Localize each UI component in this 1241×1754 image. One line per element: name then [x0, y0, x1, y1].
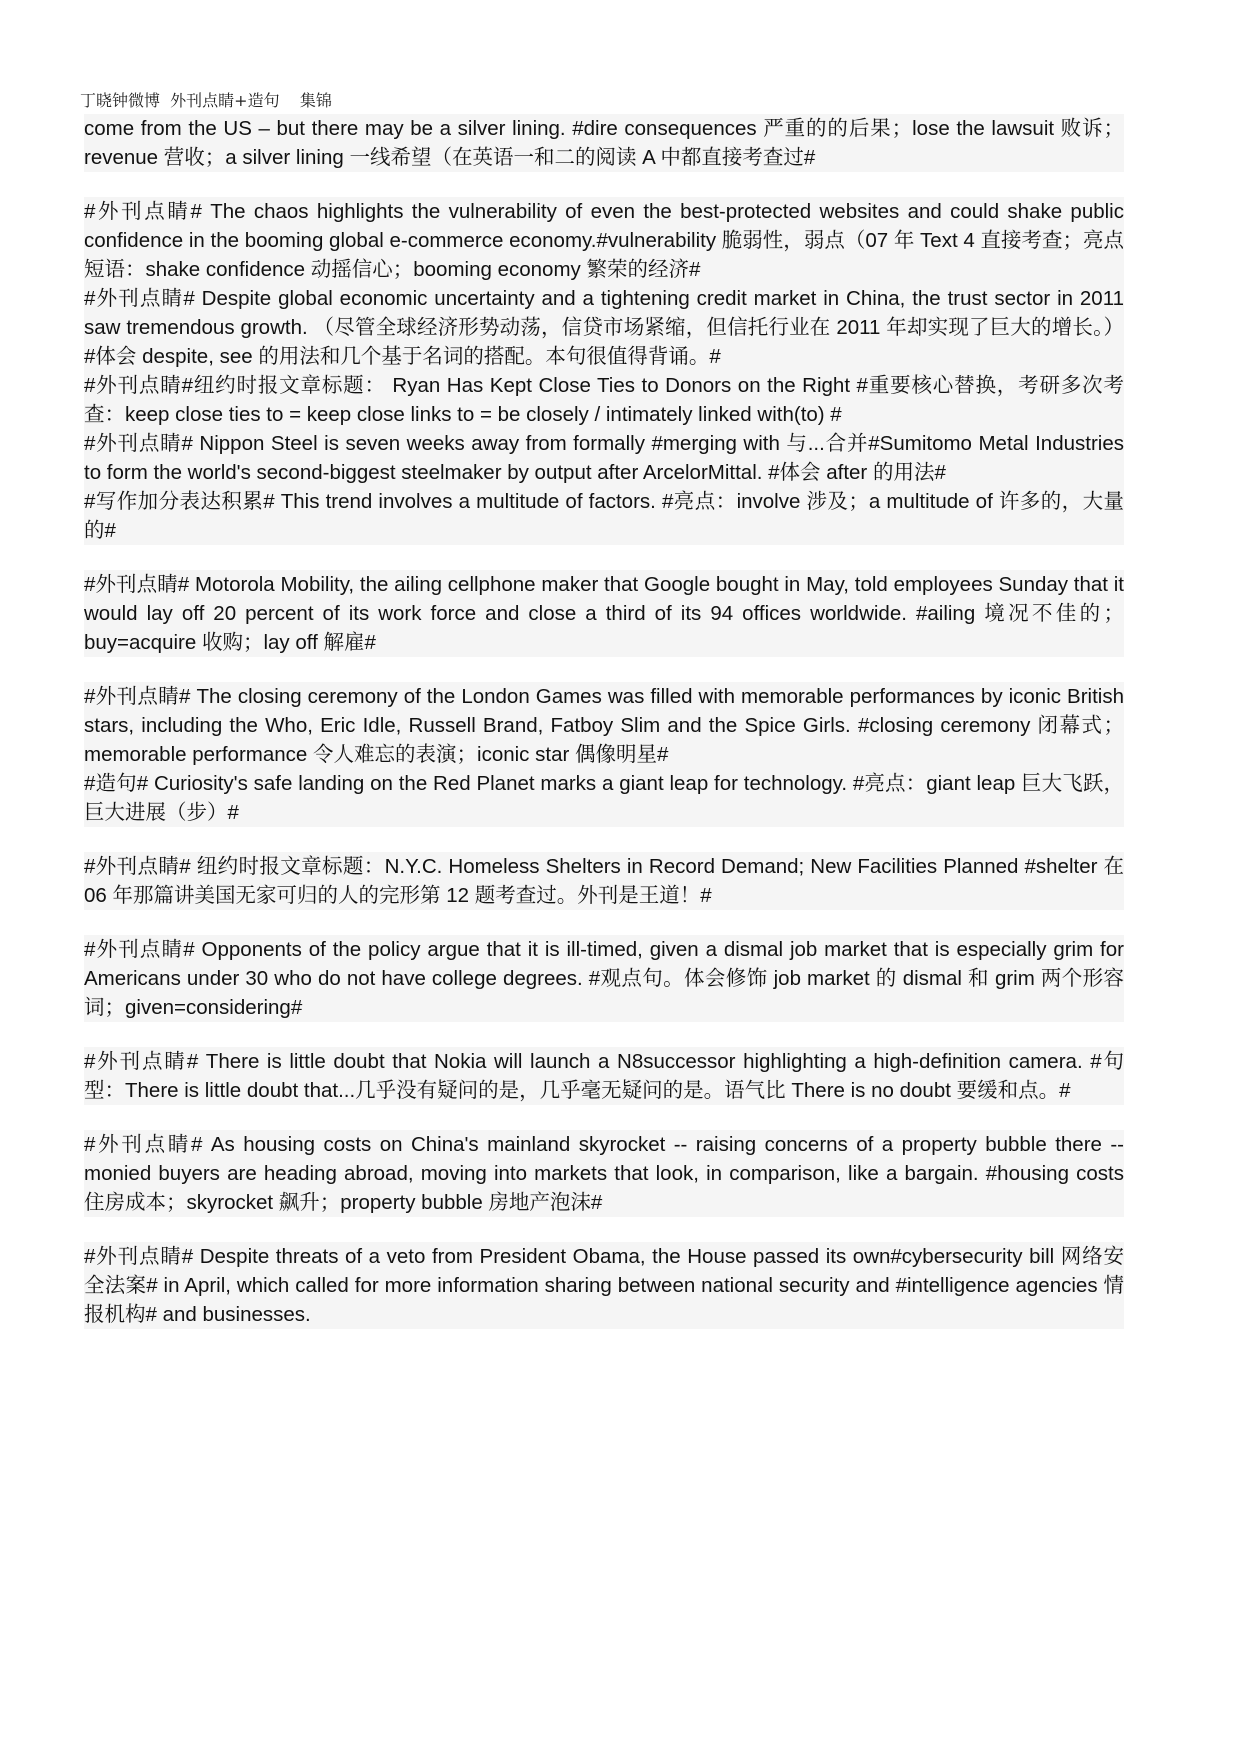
paragraph-close-ties: #外刊点睛#纽约时报文章标题： Ryan Has Kept Close Ties to Donors on the Right #重要核心替换，考研多次考查：keep close ties to = keep close links to = be closely / intimately linked with(to) #	[84, 371, 1124, 429]
blank-line	[80, 827, 1161, 852]
blank-line	[80, 172, 1161, 197]
paragraph-job-market: #外刊点睛# Opponents of the policy argue that it is ill-timed, given a dismal job market that is especially grim for Americans under 30 who do not have college degrees. #观点句。体会修饰 job market 的 dismal 和 grim 两个形容词；given=considering#	[84, 935, 1124, 1022]
paragraph-nokia: #外刊点睛# There is little doubt that Nokia will launch a N8successor highlighting a high-definition camera. #句型：There is little doubt that...几乎没有疑问的是，几乎毫无疑问的是。语气比 There is no doubt 要缓和点。#	[84, 1047, 1124, 1105]
paragraph-homeless-shelters: #外刊点睛# 纽约时报文章标题：N.Y.C. Homeless Shelters in Record Demand; New Facilities Planned #shelter 在 06 年那篇讲美国无家可归的人的完形第 12 题考查过。外刊是王道！#	[84, 852, 1124, 910]
paragraph-trust-sector: #外刊点睛# Despite global economic uncertainty and a tightening credit market in China, the trust sector in 2011 saw tremendous growth. （尽管全球经济形势动荡，信贷市场紧缩，但信托行业在 2011 年却实现了巨大的增长。）#体会 despite, see 的用法和几个基于名词的搭配。本句很值得背诵。#	[84, 284, 1124, 371]
blank-line	[80, 545, 1161, 570]
blank-line	[80, 1217, 1161, 1242]
blank-line	[80, 1022, 1161, 1047]
paragraph-curiosity: #造句# Curiosity's safe landing on the Red Planet marks a giant leap for technology. #亮点：giant leap 巨大飞跃，巨大进展（步）#	[84, 769, 1124, 827]
blank-line	[80, 657, 1161, 682]
page-header: 丁晓钟微博 外刊点睛+造句 集锦	[80, 91, 332, 110]
paragraph-silver-lining: come from the US – but there may be a silver lining. #dire consequences 严重的的后果；lose the lawsuit 败诉；revenue 营收；a silver lining 一线希望（在英语一和二的阅读 A 中都直接考查过#	[84, 114, 1124, 172]
paragraph-cybersecurity: #外刊点睛# Despite threats of a veto from President Obama, the House passed its own#cybersecurity bill 网络安全法案# in April, which called for more information sharing between national security and #intelligence agencies 情报机构# and businesses.	[84, 1242, 1124, 1329]
blank-line	[80, 910, 1161, 935]
paragraph-london-games: #外刊点睛# The closing ceremony of the London Games was filled with memorable performances by iconic British stars, including the Who, Eric Idle, Russell Brand, Fatboy Slim and the Spice Girls. #closing ceremony 闭幕式；memorable performance 令人难忘的表演；iconic star 偶像明星#	[84, 682, 1124, 769]
paragraph-housing-costs: #外刊点睛# As housing costs on China's mainland skyrocket -- raising concerns of a property bubble there -- monied buyers are heading abroad, moving into markets that look, in comparison, like a bargain. #housing costs 住房成本；skyrocket 飙升；property bubble 房地产泡沫#	[84, 1130, 1124, 1217]
paragraph-multitude: #写作加分表达积累# This trend involves a multitude of factors. #亮点：involve 涉及；a multitude of 许多的，大量的#	[84, 487, 1124, 545]
blank-line	[80, 1105, 1161, 1130]
paragraph-motorola: #外刊点睛# Motorola Mobility, the ailing cellphone maker that Google bought in May, told employees Sunday that it would lay off 20 percent of its work force and close a third of its 94 offices worldwide. #ailing 境况不佳的；buy=acquire 收购；lay off 解雇#	[84, 570, 1124, 657]
paragraph-vulnerability: #外刊点睛# The chaos highlights the vulnerability of even the best-protected websites and could shake public confidence in the booming global e-commerce economy.#vulnerability 脆弱性，弱点（07 年 Text 4 直接考查；亮点短语：shake confidence 动摇信心；booming economy 繁荣的经济#	[84, 197, 1124, 284]
paragraph-nippon-steel: #外刊点睛# Nippon Steel is seven weeks away from formally #merging with 与...合并#Sumitomo Metal Industries to form the world's second-biggest steelmaker by output after ArcelorMittal. #体会 after 的用法#	[84, 429, 1124, 487]
